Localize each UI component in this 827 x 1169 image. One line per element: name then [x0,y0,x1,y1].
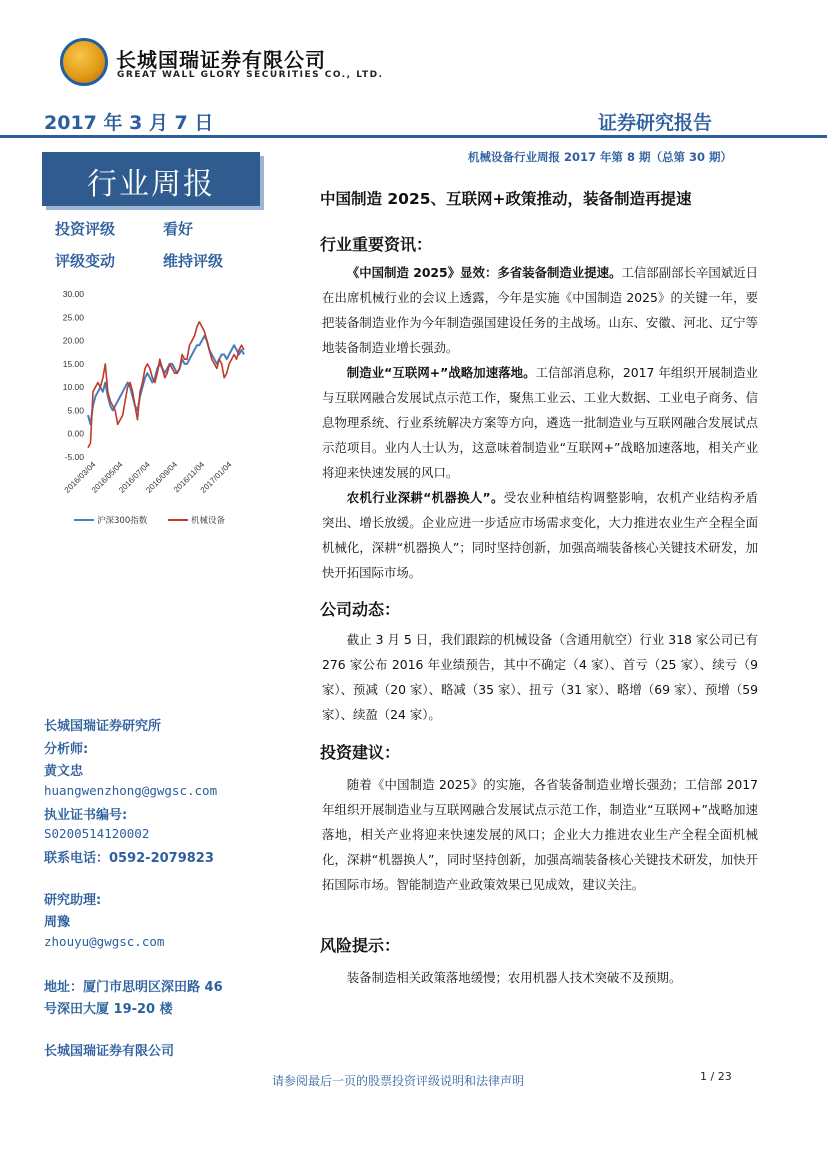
address-line-2: 号深田大厦 19-20 楼 [44,1002,173,1017]
analyst-label: 分析师: [44,742,89,757]
y-tick-label: 0.00 [67,428,84,439]
y-tick-label: 20.00 [62,335,84,346]
company-news-section [322,627,758,727]
risk-heading: 风险提示： [320,936,401,955]
x-tick-label: 2016/11/04 [171,460,207,495]
legend-label: 机械设备 [191,516,226,526]
news-section [322,260,758,585]
rating-value: 看好 [163,220,194,238]
institute-name: 长城国瑞证券研究所 [44,719,162,734]
x-tick-label: 2016/03/04 [62,460,98,495]
assistant-name: 周豫 [44,915,71,930]
y-tick-label: 15.00 [62,358,84,369]
report-date: 2017 年 3 月 7 日 [44,112,214,134]
report-type: 证券研究报告 [598,112,713,134]
advice-heading: 投资建议： [320,743,401,762]
advice-text: 随着《中国制造 2025》的实施，各省装备制造业增长强劲；工信部 2017 年组织开展制造业与互联网融合发展试点示范工作，制造业“互联网+”战略加速落地，相关产业将迎来快速发展的风口；企业大力推进农业生产全程全面机械化，深耕“机器换人”，同时坚持创新，加强高端装备核心关键技术研发，加快开拓国际市场。智能制造产业政策效果已见成效，建议关注。 [322,777,758,892]
x-tick-label: 2016/05/04 [89,460,125,495]
company-name-en: GREAT WALL GLORY SECURITIES CO., LTD. [117,70,384,80]
assistant-email[interactable]: zhouyu@gwgsc.com [44,934,165,949]
news-item-lead: 农机行业深耕“机器换人”。 [346,490,504,505]
rating-change-label: 评级变动 [55,252,116,270]
x-tick-label: 2016/09/04 [144,460,180,495]
issue-line: 机械设备行业周报 2017 年第 8 期（总第 30 期） [468,150,733,164]
news-item-text: 工信部消息称，2017 年组织开展制造业与互联网融合发展试点示范工作，聚焦工业云、工业大数据、工业电子商务、信息物理系统、行业系统解决方案等方向，遴选一批制造业与互联网融合发展试点示范项目。业内人士认为，这意味着制造业“互联网+”战略加速落地，相关产业将迎来快速发展的风口。 [322,365,758,480]
news-item [322,360,758,485]
legend-label: 沪深300指数 [97,516,148,526]
risk-text: 装备制造相关政策落地缓慢；农用机器人技术突破不及预期。 [346,970,682,985]
series-line [88,322,244,448]
risk-section [322,965,758,990]
address-line-1: 地址：厦门市思明区深田路 46 [44,980,223,995]
news-heading: 行业重要资讯： [320,235,433,254]
news-item [322,485,758,585]
assistant-label: 研究助理: [44,893,102,908]
news-item-text: 受农业种植结构调整影响，农机产业结构矛盾突出、增长放缓。企业应进一步适应市场需求变化，大力推进农业生产全程全面机械化，深耕“机器换人”；同时坚持创新，加强高端装备核心关键技术研发，加快开拓国际市场。 [322,490,759,580]
page-number: 1 / 23 [700,1070,732,1083]
analyst-name: 黄文忠 [44,764,84,779]
rating-label: 投资评级 [55,220,116,238]
cert-label: 执业证书编号: [44,808,128,823]
series-line [88,336,244,425]
cert-number: S0200514120002 [44,826,150,841]
industry-index-chart [40,282,260,532]
company-news-text: 截止 3 月 5 日，我们跟踪的机械设备（含通用航空）行业 318 家公司已有 276 家公布 2016 年业绩预告，其中不确定（4 家）、首亏（25 家）、续亏（9 家）、预减（20 家）、略减（35 家）、扭亏（31 家）、略增（69 家）、预增（59 家）、续盈（24 家）。 [322,632,758,722]
footer-disclaimer[interactable]: 请参阅最后一页的股票投资评级说明和法律声明 [272,1074,525,1088]
news-item-text: 工信部副部长辛国斌近日在出席机械行业的会议上透露，今年是实施《中国制造 2025》的关键一年，要把装备制造业作为今年制造强国建设任务的主战场。山东、安徽、河北、辽宁等地装备制造业增长强劲。 [322,265,758,355]
rating-change-value: 维持评级 [163,252,224,270]
y-tick-label: -5.00 [64,452,84,462]
company-news-heading: 公司动态： [320,600,401,619]
y-tick-label: 25.00 [62,312,84,323]
company-name-bottom: 长城国瑞证券有限公司 [44,1044,175,1059]
x-tick-label: 2017/01/04 [198,460,234,495]
company-name-cn: 长城国瑞证券有限公司 [116,48,326,72]
company-logo [60,38,108,86]
y-tick-label: 10.00 [62,382,84,393]
analyst-email[interactable]: huangwenzhong@gwgsc.com [44,783,218,798]
analyst-phone: 联系电话：0592-2079823 [44,851,214,866]
advice-section [322,772,758,897]
news-item-lead: 《中国制造 2025》显效：多省装备制造业提速。 [346,265,622,280]
news-item [322,260,758,360]
y-tick-label: 30.00 [62,289,84,299]
header-rule [0,135,827,138]
y-tick-label: 5.00 [67,405,84,416]
report-title: 中国制造 2025、互联网+政策推动，装备制造再提速 [320,190,692,208]
x-tick-label: 2016/07/04 [117,460,152,495]
weekly-report-label: 行业周报 [87,167,215,202]
news-item-lead: 制造业“互联网+”战略加速落地。 [346,365,536,380]
